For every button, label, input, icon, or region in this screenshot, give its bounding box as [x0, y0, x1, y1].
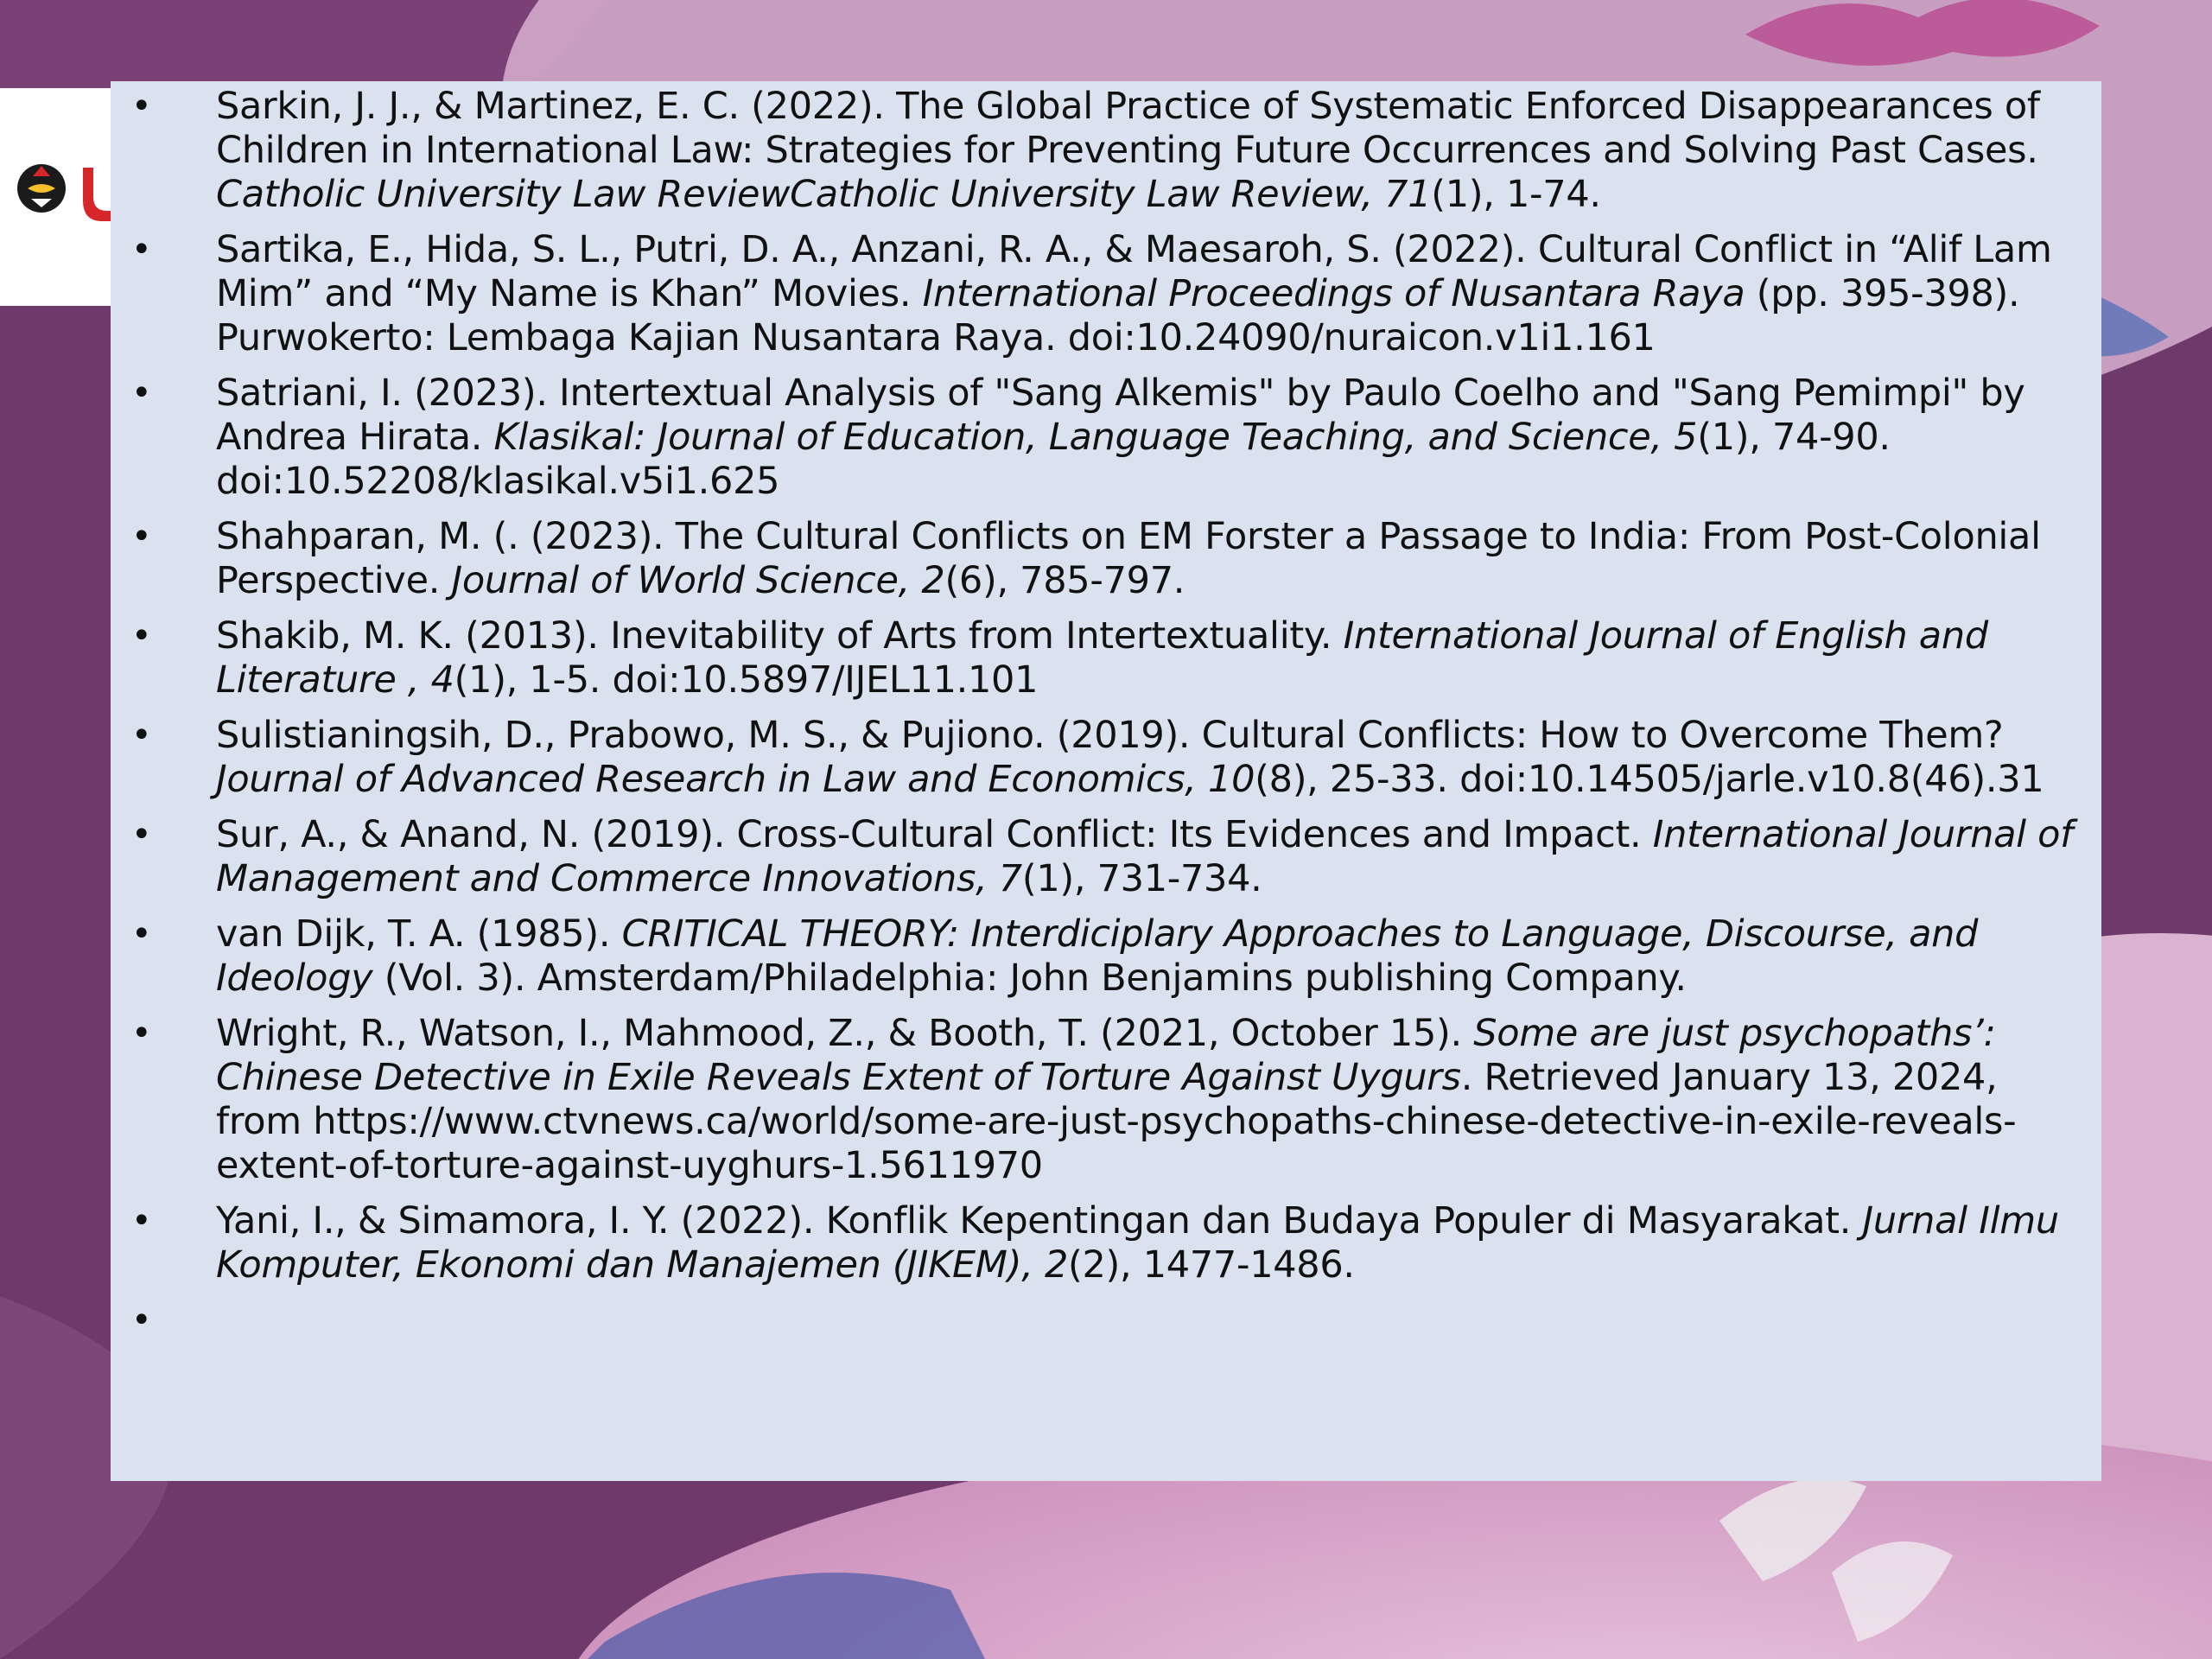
- reference-segment: (1), 1-74.: [1431, 173, 1601, 216]
- reference-segment: Wright, R., Watson, I., Mahmood, Z., & Booth, T. (2021, October 15).: [216, 1012, 1474, 1055]
- reference-segment: (1), 1-5. doi:10.5897/IJEL11.101: [454, 658, 1039, 702]
- reference-segment: Satriani, I. (2023). Intertextual Analysis of "Sang Alkemis" by Paulo Coelho and "Sang Pemimpi" by Andrea Hirata.: [216, 372, 2025, 459]
- reference-item: [111, 228, 2101, 360]
- reference-item: [111, 85, 2101, 217]
- reference-segment: (8), 25-33. doi:10.14505/jarle.v10.8(46).31: [1255, 758, 2044, 801]
- reference-source-title: CRITICAL THEORY: Interdiciplary Approaches to Language, Discourse, and Ideology: [216, 912, 1979, 1000]
- bullet-icon: •: [131, 230, 152, 270]
- bullet-icon: •: [131, 1014, 152, 1053]
- reference-segment: Sartika, E., Hida, S. L., Putri, D. A., Anzani, R. A., & Maesaroh, S. (2022). Cultural Conflict in “Alif Lam Mim” and “My Name is Khan” Movies.: [216, 228, 2052, 315]
- reference-text: [216, 614, 1988, 702]
- reference-text: [216, 1199, 2059, 1287]
- reference-segment: (2), 1477-1486.: [1068, 1243, 1355, 1287]
- reference-item: [111, 1299, 2101, 1343]
- bullet-icon: •: [131, 914, 152, 954]
- reference-source-title: International Journal of English and Literature , 4: [216, 614, 1988, 702]
- bullet-icon: •: [131, 815, 152, 855]
- reference-item: [111, 372, 2101, 504]
- reference-text: [216, 515, 2041, 602]
- reference-segment: Shahparan, M. (. (2023). The Cultural Conflicts on EM Forster a Passage to India: From Post-Colonial Perspective.: [216, 515, 2041, 602]
- reference-text: [216, 85, 2040, 216]
- references-list: [111, 85, 2101, 1343]
- reference-segment: (pp. 395-398). Purwokerto: Lembaga Kajian Nusantara Raya. doi:10.24090/nuraicon.v1i1.161: [216, 272, 2020, 359]
- reference-segment: . Retrieved January 13, 2024, from https://www.ctvnews.ca/world/some-are-just-psychopaths-chinese-detective-in-exile-reveals-extent-of-torture-against-uyghurs-1.5611970: [216, 1056, 2017, 1187]
- reference-item: [111, 1199, 2101, 1287]
- bullet-icon: •: [131, 1201, 152, 1241]
- reference-source-title: Some are just psychopaths’: Chinese Detective in Exile Reveals Extent of Torture Against Uygurs: [216, 1012, 1996, 1099]
- bullet-icon: •: [131, 517, 152, 556]
- reference-segment: Sur, A., & Anand, N. (2019). Cross-Cultural Conflict: Its Evidences and Impact.: [216, 813, 1653, 856]
- reference-source-title: Klasikal: Journal of Education, Language Teaching, and Science, 5: [493, 416, 1698, 459]
- reference-item: [111, 1012, 2101, 1188]
- bullet-icon: •: [131, 1300, 152, 1340]
- reference-source-title: International Journal of Management and Commerce Innovations, 7: [216, 813, 2074, 900]
- reference-item: [111, 813, 2101, 901]
- reference-segment: (1), 731-734.: [1021, 857, 1262, 900]
- reference-text: [216, 912, 1978, 1000]
- reference-segment: Yani, I., & Simamora, I. Y. (2022). Konflik Kepentingan dan Budaya Populer di Masyarakat.: [216, 1199, 1863, 1243]
- references-panel: [111, 81, 2101, 1481]
- reference-source-title: Journal of World Science, 2: [451, 559, 945, 602]
- reference-text: [216, 1012, 2016, 1187]
- reference-segment: van Dijk, T. A. (1985).: [216, 912, 622, 956]
- reference-text: [216, 714, 2044, 801]
- reference-segment: Sarkin, J. J., & Martinez, E. C. (2022). The Global Practice of Systematic Enforced Disappearances of Children in International Law: Strategies for Preventing Future Occurrences and Solving Past Cases.: [216, 85, 2040, 172]
- bullet-icon: •: [131, 616, 152, 656]
- reference-segment: Sulistianingsih, D., Prabowo, M. S., & Pujiono. (2019). Cultural Conflicts: How to Overcome Them?: [216, 714, 2004, 757]
- bullet-icon: •: [131, 86, 152, 126]
- reference-segment: (1), 74-90. doi:10.52208/klasikal.v5i1.625: [216, 416, 1891, 503]
- reference-text: [216, 1299, 227, 1342]
- reference-item: [111, 912, 2101, 1001]
- reference-segment: (6), 785-797.: [944, 559, 1185, 602]
- reference-source-title: Journal of Advanced Research in Law and Economics, 10: [216, 758, 1255, 801]
- bullet-icon: •: [131, 373, 152, 413]
- reference-text: [216, 372, 2025, 503]
- reference-item: [111, 614, 2101, 702]
- reference-source-title: International Proceedings of Nusantara Raya: [922, 272, 1745, 315]
- reference-segment: Shakib, M. K. (2013). Inevitability of Arts from Intertextuality.: [216, 614, 1344, 658]
- reference-item: [111, 714, 2101, 802]
- reference-item: [111, 515, 2101, 603]
- university-logo-icon: [16, 154, 111, 223]
- bullet-icon: •: [131, 715, 152, 755]
- reference-source-title: Jurnal Ilmu Komputer, Ekonomi dan Manajemen (JIKEM), 2: [216, 1199, 2059, 1287]
- reference-text: [216, 813, 2073, 900]
- reference-text: [216, 228, 2052, 359]
- reference-source-title: Catholic University Law ReviewCatholic University Law Review, 71: [216, 173, 1432, 216]
- reference-segment: (Vol. 3). Amsterdam/Philadelphia: John Benjamins publishing Company.: [372, 957, 1687, 1000]
